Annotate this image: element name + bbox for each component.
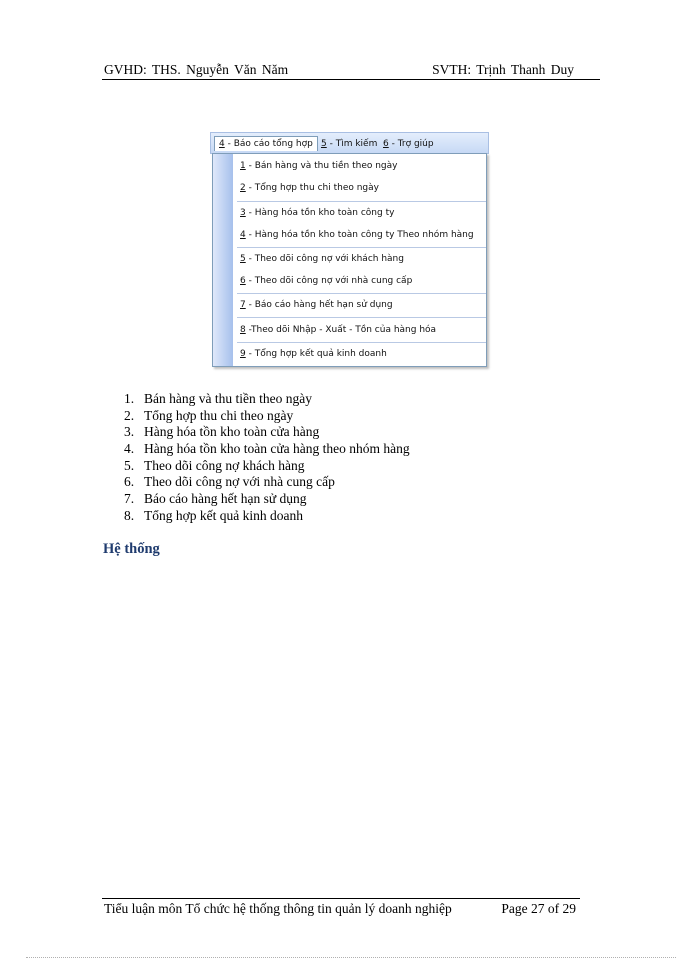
menu-separator <box>237 317 486 318</box>
list-item: 3. Hàng hóa tồn kho toàn cửa hàng <box>124 424 320 440</box>
header-student: SVTH: Trịnh Thanh Duy <box>432 62 574 77</box>
menu-item-supplier-debt[interactable]: 6 - Theo dõi công nợ với nhà cung cấp <box>240 276 413 286</box>
footer-page-number: Page 27 of 29 <box>501 901 576 916</box>
menu-item-inventory[interactable]: 3 - Hàng hóa tồn kho toàn công ty <box>240 208 395 218</box>
menu-item-income-expense[interactable]: 2 - Tổng hợp thu chi theo ngày <box>240 183 379 193</box>
list-item: 5. Theo dõi công nợ khách hàng <box>124 457 305 473</box>
list-item: 1. Bán hàng và thu tiền theo ngày <box>124 391 312 406</box>
footer-divider <box>102 898 580 899</box>
list-item: 8. Tổng hợp kết quả kinh doanh <box>124 507 303 523</box>
list-item: 2. Tổng hợp thu chi theo ngày <box>124 407 294 423</box>
header-instructor: GVHD: THS. Nguyễn Văn Năm <box>104 62 289 77</box>
section-title: Hệ thống <box>103 541 160 557</box>
list-item: 4. Hàng hóa tồn kho toàn cửa hàng theo nhóm hàng <box>124 441 410 457</box>
menu-separator <box>237 247 486 248</box>
menu-item-sales-by-day[interactable]: 1 - Bán hàng và thu tiền theo ngày <box>240 161 398 171</box>
report-list <box>124 391 410 525</box>
menu-screenshot <box>210 132 489 367</box>
list-item: 6. Theo dõi công nợ với nhà cung cấp <box>124 474 335 490</box>
page-header <box>104 62 574 78</box>
menu-bar-item-report[interactable]: 4 - Báo cáo tổng hợp <box>214 136 318 151</box>
list-item: 7. Báo cáo hàng hết hạn sử dụng <box>124 491 307 507</box>
menu-item-import-export-stock[interactable]: 8 -Theo dõi Nhập - Xuất - Tồn của hàng hóa <box>240 325 437 335</box>
header-divider <box>102 79 600 80</box>
menu-item-business-results[interactable]: 9 - Tổng hợp kết quả kinh doanh <box>240 349 387 359</box>
page-footer <box>104 901 576 917</box>
page-bottom-border <box>26 957 676 958</box>
menu-bar-item-help[interactable]: 6 - Trợ giúp <box>383 139 434 149</box>
report-dropdown-menu <box>212 153 487 367</box>
menu-bar <box>210 132 489 154</box>
menu-item-customer-debt[interactable]: 5 - Theo dõi công nợ với khách hàng <box>240 254 404 264</box>
footer-course-title: Tiểu luận môn Tổ chức hệ thống thông tin quản lý doanh nghiệp <box>104 901 452 916</box>
menu-item-expired-goods[interactable]: 7 - Báo cáo hàng hết hạn sử dụng <box>240 300 393 310</box>
menu-separator <box>237 201 486 202</box>
menu-item-inventory-by-group[interactable]: 4 - Hàng hóa tồn kho toàn công ty Theo nhóm hàng <box>240 230 474 240</box>
menu-icon-strip <box>213 154 233 366</box>
menu-separator <box>237 293 486 294</box>
menu-separator <box>237 342 486 343</box>
menu-bar-item-search[interactable]: 5 - Tìm kiếm <box>321 139 378 149</box>
